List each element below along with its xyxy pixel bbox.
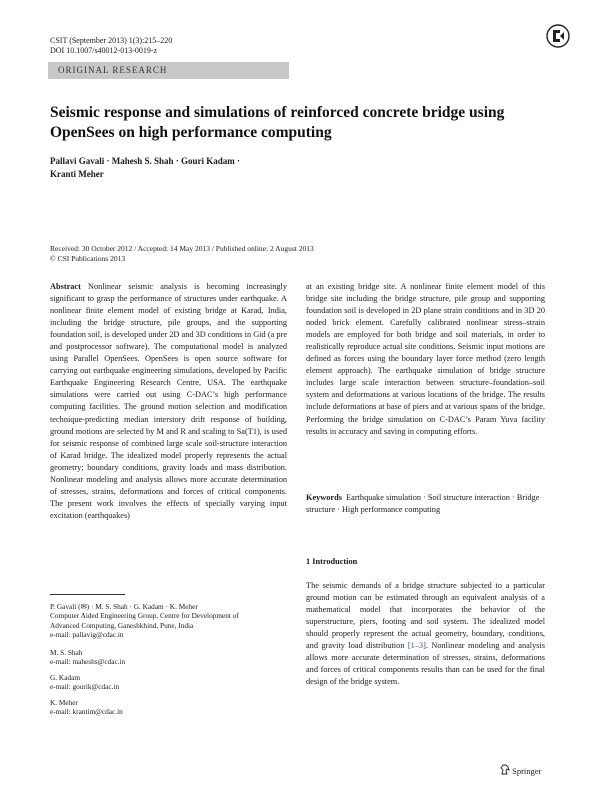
affiliation-institution: Advanced Computing, Ganeshkhind, Pune, India — [50, 620, 194, 630]
keywords — [306, 492, 545, 516]
author-list — [50, 155, 350, 181]
affiliation-authors: P. Gavali (✉) · M. S. Shah · G. Kadam · K. Meher — [50, 602, 198, 611]
journal-citation: CSIT (September 2013) 1(3):215–220 — [50, 36, 173, 45]
abstract-label: Abstract — [50, 282, 81, 291]
springer-horse-icon — [500, 764, 510, 775]
affiliation-author: M. S. Shah — [50, 648, 83, 657]
citation-link[interactable]: [1–3] — [407, 641, 426, 651]
dates-line: Received: 30 October 2012 / Accepted: 14 May 2013 / Published online: 2 August 2013 — [50, 244, 314, 253]
affiliation-block — [50, 698, 287, 717]
article-type-label: ORIGINAL RESEARCH — [58, 65, 168, 75]
affiliation-email[interactable]: e-mail: maheshs@cdac.in — [50, 657, 126, 667]
affiliation-email[interactable]: e-mail: gourik@cdac.in — [50, 682, 120, 692]
affiliation-institution: Computer Aided Engineering Group, Centre for Development of — [50, 611, 239, 621]
introduction-text: The seismic demands of a bridge structure subjected to a particular ground motion can be estimated through an equivalent analysis of a mathematical model that incorporates the behavior of the superstructure, piers, footing and soil system. The idealized model should properly represent the actual geometry, boundary, conditions, and gravity load distribution — [306, 581, 545, 651]
affiliation-author: K. Meher — [50, 698, 78, 707]
affiliation-author: G. Kadam — [50, 673, 80, 682]
article-type-banner — [48, 62, 289, 79]
introduction-paragraph — [306, 580, 545, 688]
author-line: Kranti Meher — [50, 169, 104, 179]
author-line: Pallavi Gavali · Mahesh S. Shah · Gouri Kadam · — [50, 156, 241, 166]
abstract-right-column: at an existing bridge site. A nonlinear finite element model of this bridge site including the bridge structure, pile group and supporting foundation soil is developed in 2D plane strain conditions and in 3D 20 noded brick element. Carefully calibrated nonlinear stress–strain models are employed for both bridge and soil materials, in order to realistically reproduce actual site conditions. Seismic input motions are defined as forces using the boundary layer force method (zero length element approach). The earthquake simulation of bridge structure includes large scale interaction between structure–foundation–soil system and deformations at various locations of the bridge. The results include deformations at base of piers and at various spans of the bridge. Performing the bridge simulation on C-DAC’s Param Yuva facility results in accuracy and saving in computing efforts. — [306, 282, 545, 436]
abstract-left-column — [50, 281, 287, 522]
crossmark-icon[interactable] — [546, 24, 570, 48]
doi[interactable]: DOI 10.1007/s40012-013-0019-z — [50, 46, 158, 55]
introduction-text: . Nonlinear modeling and analysis allows more accurate determination of stresses, strains, deformations and forces of critical components results than can be used for the final design of the bridge system. — [306, 641, 545, 687]
affiliation-email[interactable]: e-mail: pallavig@cdac.in — [50, 629, 124, 639]
publisher-logo — [500, 764, 541, 776]
affiliation-block — [50, 602, 287, 639]
publication-dates — [50, 244, 530, 264]
affiliation-block — [50, 673, 287, 692]
article-title: Seismic response and simulations of reinforced concrete bridge using OpenSees on high performance computing — [50, 104, 505, 141]
copyright-line: © CSI Publications 2013 — [50, 254, 126, 263]
affiliation-block — [50, 648, 287, 667]
abstract-text: Nonlinear seismic analysis is becoming increasingly significant to grasp the performance of structures under earthquake. A nonlinear finite element model of existing bridge at Karad, India, including the bridge structure, pile groups, and the supporting foundation soil, is developed under 2D and 3D conditions in Gid (a pre and postprocessor software). The computational model is analyzed using Parallel OpenSees. OpenSees is open source software for carrying out earthquake engineering simulations, developed by Pacific Earthquake Engineering Research Centre, USA. The earthquake simulations were carried out using C-DAC’s high performance computing facilities. The ground motion selection and modification technique-predicting median interstory drift response of building, ground motions are selected by M and R and scaling to Sa(T1), is used for seismic response of combined large scale soil-structure interaction of Karad bridge. The idealized model properly represents the actual geometry; boundary conditions, gravity loads and mass distribution. Nonlinear modeling and analysis allows more accurate determination of stresses, strains, deformations and forces of critical components. The present work involves the effects of specially varying input excitation (earthquakes) — [50, 282, 287, 520]
section-heading-introduction: 1 Introduction — [306, 557, 358, 566]
affiliation-email[interactable]: e-mail: krantim@cdac.in — [50, 707, 123, 717]
publisher-name: Springer — [512, 766, 542, 776]
footnote-divider — [50, 594, 125, 595]
keywords-label: Keywords — [306, 493, 342, 502]
keywords-text: Earthquake simulation · Soil structure interaction · Bridge structure · High performance computing — [306, 493, 540, 515]
